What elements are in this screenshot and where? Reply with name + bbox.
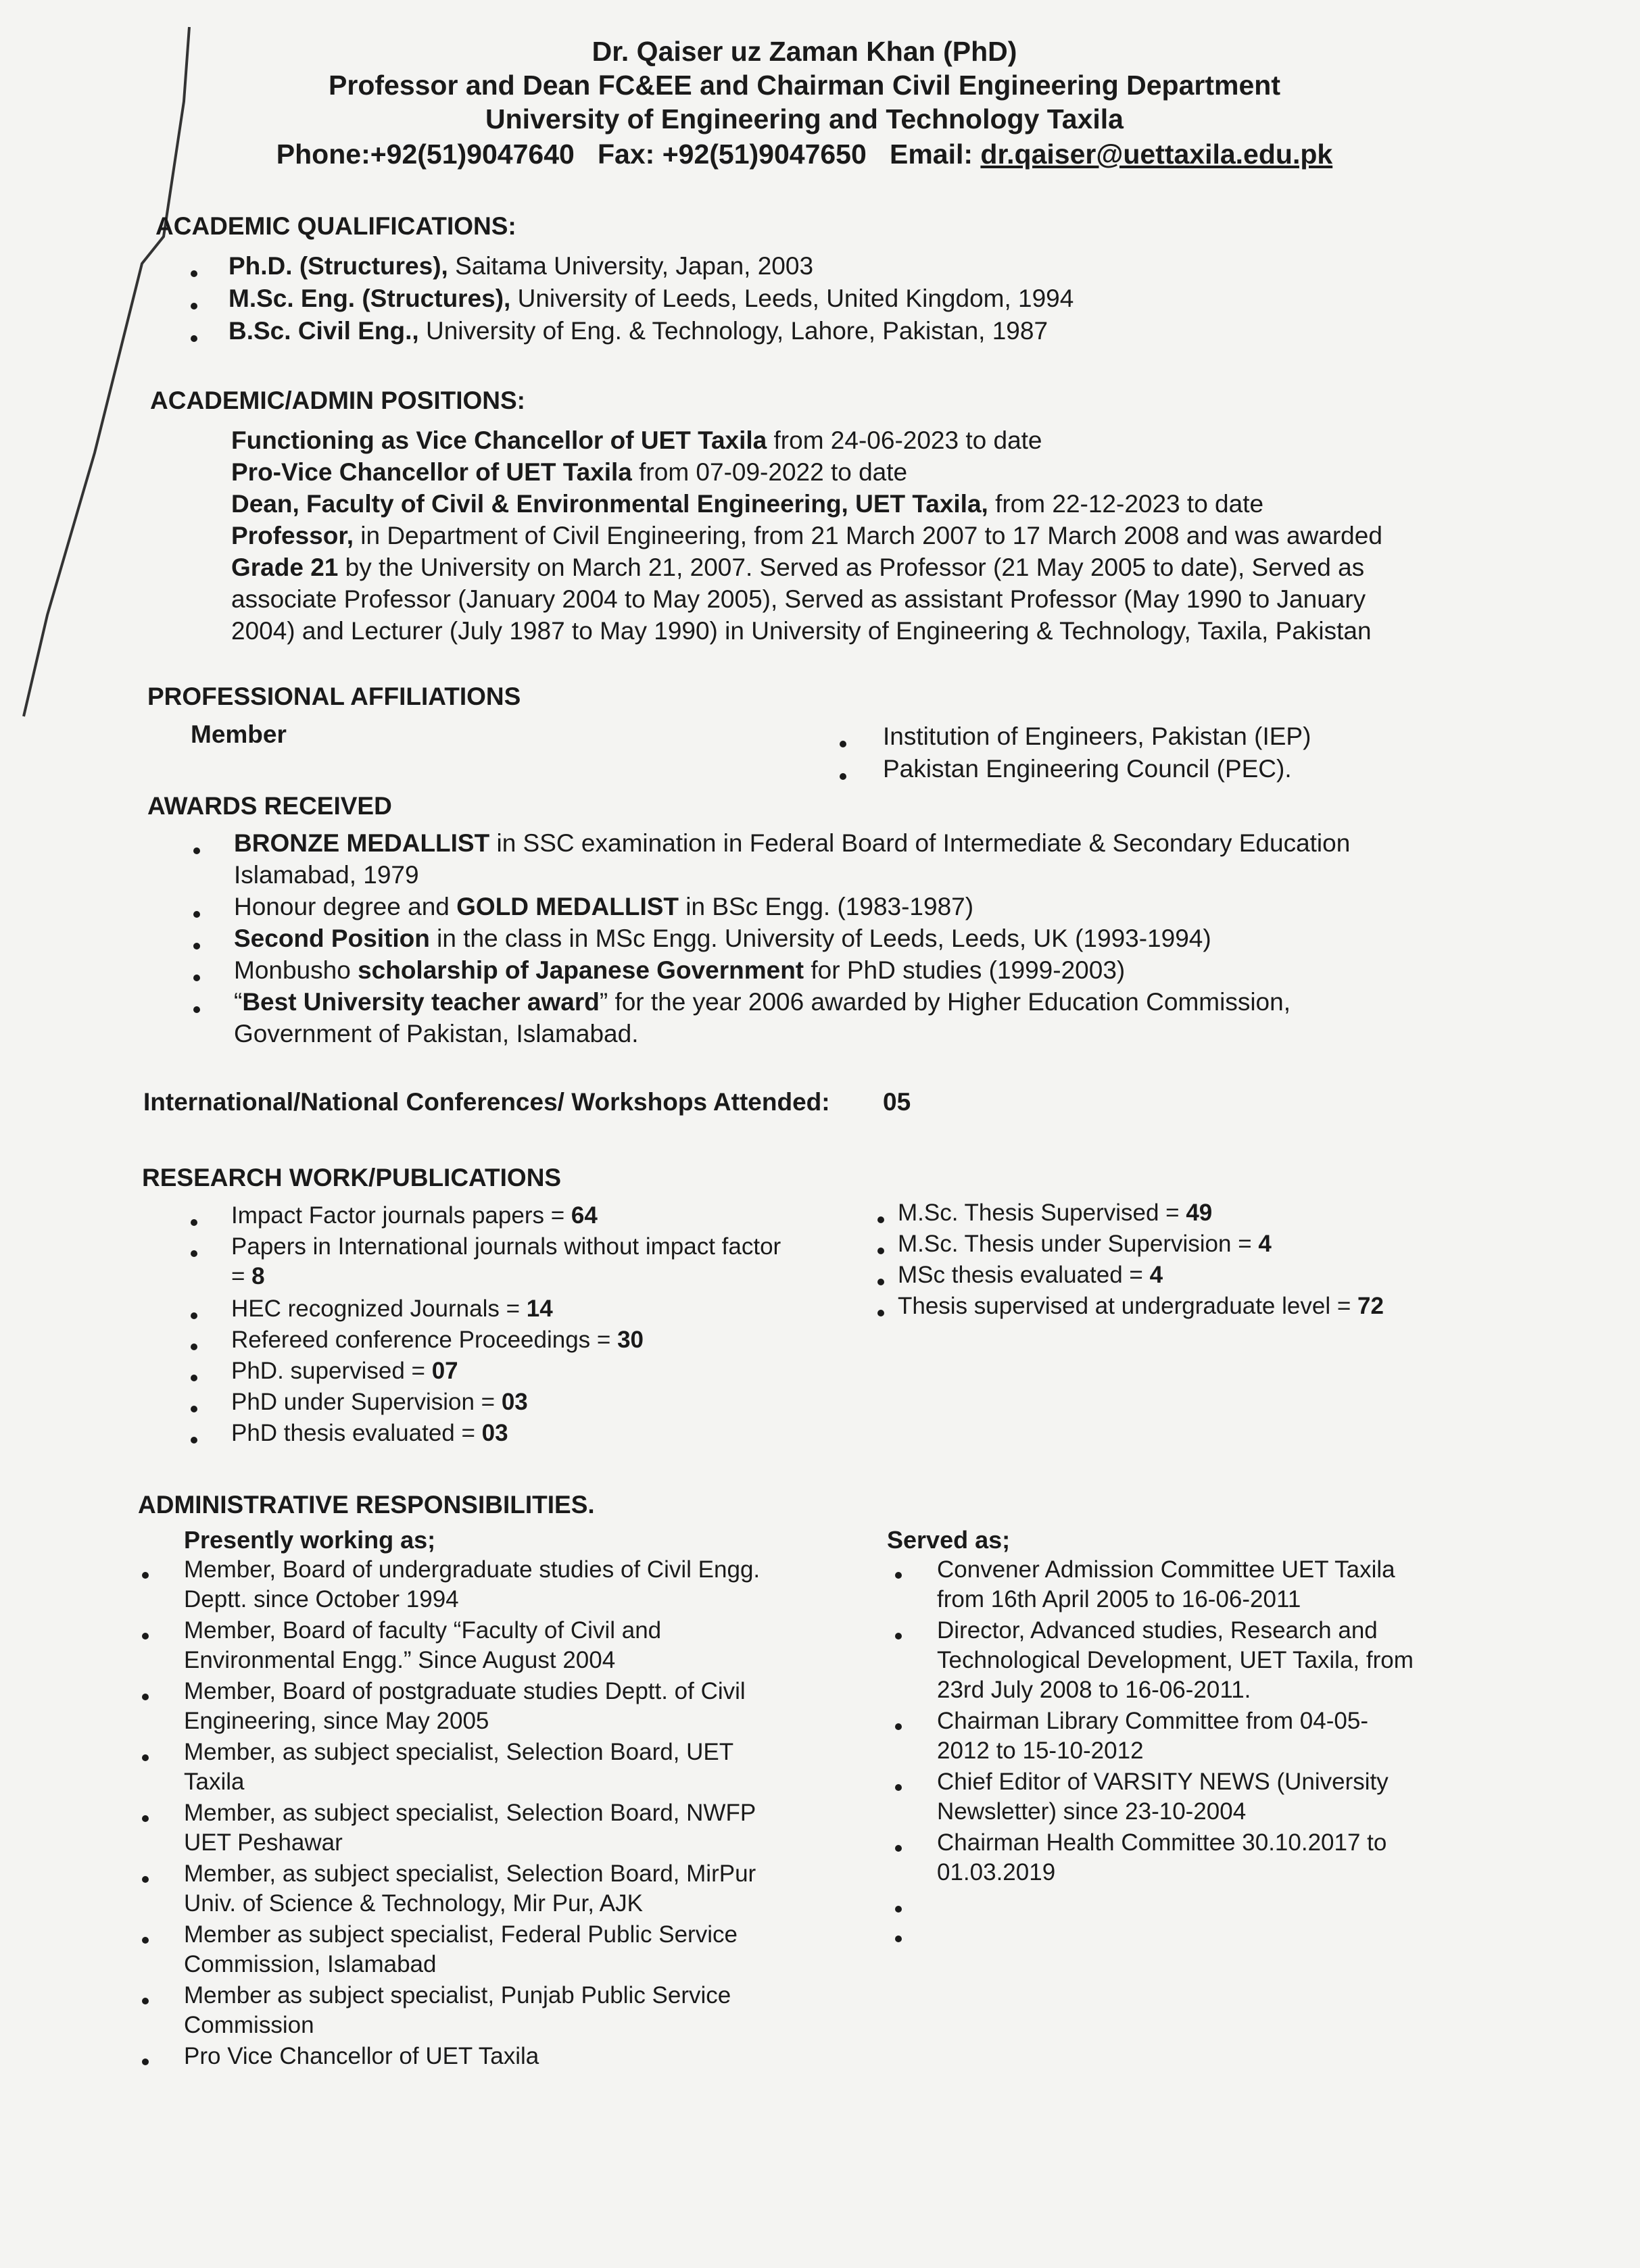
research-item: MSc thesis evaluated = 4 bbox=[898, 1262, 1163, 1288]
bullet bbox=[193, 847, 200, 854]
bullet bbox=[142, 1937, 149, 1944]
email-label: Email: bbox=[889, 139, 973, 170]
award-item-line2: Islamabad, 1979 bbox=[234, 861, 419, 889]
research-heading: RESEARCH WORK/PUBLICATIONS bbox=[142, 1164, 562, 1191]
admin-item-continued: Taxila bbox=[184, 1769, 245, 1795]
email-link[interactable]: dr.qaiser@uettaxila.edu.pk bbox=[980, 139, 1333, 170]
empty-bullet bbox=[895, 1936, 902, 1942]
cv-university: University of Engineering and Technology Taxila bbox=[485, 103, 1124, 134]
research-item: PhD under Supervision = 03 bbox=[231, 1389, 528, 1415]
bullet bbox=[895, 1784, 902, 1791]
bullet bbox=[191, 1437, 197, 1444]
bullet bbox=[142, 1694, 149, 1700]
bullet bbox=[895, 1633, 902, 1640]
empty-bullet bbox=[895, 1906, 902, 1913]
admin-item-continued: Environmental Engg.” Since August 2004 bbox=[184, 1647, 616, 1673]
award-item: Monbusho scholarship of Japanese Government for PhD studies (1999-2003) bbox=[234, 956, 1126, 984]
bullet bbox=[840, 773, 846, 780]
cv-title: Professor and Dean FC&EE and Chairman Civil Engineering Department bbox=[329, 70, 1280, 101]
admin-item: Member, Board of postgraduate studies Deptt. of Civil bbox=[184, 1678, 746, 1704]
research-item: M.Sc. Thesis Supervised = 49 bbox=[898, 1200, 1213, 1226]
bullet bbox=[191, 335, 197, 342]
affiliation-item: Institution of Engineers, Pakistan (IEP) bbox=[883, 722, 1311, 750]
research-item: Papers in International journals without impact factor bbox=[231, 1233, 781, 1260]
qualification-item: Ph.D. (Structures), Saitama University, Japan, 2003 bbox=[228, 252, 814, 280]
scan-margin-line bbox=[7, 20, 230, 723]
bullet bbox=[142, 1815, 149, 1822]
fax-label: Fax: bbox=[597, 139, 655, 170]
bullet bbox=[142, 1876, 149, 1883]
admin-item-continued: from 16th April 2005 to 16-06-2011 bbox=[937, 1586, 1301, 1612]
award-item: Second Position in the class in MSc Engg. University of Leeds, Leeds, UK (1993-1994) bbox=[234, 925, 1211, 952]
admin-item-continued: Deptt. since October 1994 bbox=[184, 1586, 459, 1612]
admin-item-continued: UET Peshawar bbox=[184, 1829, 343, 1856]
admin-item: Member, Board of faculty “Faculty of Civil and bbox=[184, 1617, 662, 1644]
served-heading: Served as; bbox=[887, 1526, 1011, 1554]
positions-heading: ACADEMIC/ADMIN POSITIONS: bbox=[150, 387, 525, 414]
position-professor-line2: Grade 21 by the University on March 21, 2007. Served as Professor (21 May 2005 to date), Served as bbox=[231, 553, 1365, 581]
qualification-item: M.Sc. Eng. (Structures), University of Leeds, Leeds, United Kingdom, 1994 bbox=[228, 285, 1074, 312]
cv-name: Dr. Qaiser uz Zaman Khan (PhD) bbox=[592, 36, 1017, 67]
bullet bbox=[191, 1312, 197, 1319]
award-item: “Best University teacher award” for the year 2006 awarded by Higher Education Commission, bbox=[234, 988, 1291, 1016]
admin-item-continued: Univ. of Science & Technology, Mir Pur, AJK bbox=[184, 1890, 643, 1917]
admin-item-continued: Commission, Islamabad bbox=[184, 1951, 437, 1977]
bullet bbox=[193, 1006, 200, 1013]
admin-item-continued: Technological Development, UET Taxila, from bbox=[937, 1647, 1414, 1673]
admin-item: Member, as subject specialist, Selection Board, MirPur bbox=[184, 1860, 756, 1887]
admin-item-continued: Engineering, since May 2005 bbox=[184, 1708, 489, 1734]
bullet bbox=[191, 1375, 197, 1381]
bullet bbox=[193, 943, 200, 950]
bullet bbox=[142, 1754, 149, 1761]
bullet bbox=[191, 1343, 197, 1350]
bullet bbox=[191, 1406, 197, 1412]
research-item: M.Sc. Thesis under Supervision = 4 bbox=[898, 1231, 1272, 1257]
position-professor-line4: 2004) and Lecturer (July 1987 to May 1990) in University of Engineering & Technology, Taxila, Pakistan bbox=[231, 617, 1372, 645]
admin-item: Chief Editor of VARSITY NEWS (University bbox=[937, 1769, 1389, 1795]
admin-item: Member as subject specialist, Punjab Public Service bbox=[184, 1982, 731, 2008]
research-item: HEC recognized Journals = 14 bbox=[231, 1296, 553, 1322]
bullet bbox=[877, 1279, 884, 1285]
bullet bbox=[191, 270, 197, 277]
admin-item: Director, Advanced studies, Research and bbox=[937, 1617, 1378, 1644]
conferences-label: International/National Conferences/ Workshops Attended: bbox=[143, 1088, 830, 1116]
bullet bbox=[877, 1310, 884, 1316]
bullet bbox=[895, 1723, 902, 1730]
admin-item: Member, as subject specialist, Selection Board, UET bbox=[184, 1739, 734, 1765]
research-item: Thesis supervised at undergraduate level = 72 bbox=[898, 1293, 1384, 1319]
fax-value: +92(51)9047650 bbox=[662, 139, 867, 170]
admin-heading: ADMINISTRATIVE RESPONSIBILITIES. bbox=[138, 1491, 595, 1519]
affiliation-label: Member bbox=[191, 720, 287, 748]
bullet bbox=[877, 1248, 884, 1254]
research-item: Impact Factor journals papers = 64 bbox=[231, 1202, 598, 1229]
position-vc: Functioning as Vice Chancellor of UET Taxila from 24-06-2023 to date bbox=[231, 426, 1042, 454]
cv-contact-line bbox=[243, 137, 1366, 172]
bullet bbox=[840, 741, 846, 747]
position-professor-line1: Professor, in Department of Civil Engineering, from 21 March 2007 to 17 March 2008 and was awarded bbox=[231, 522, 1382, 549]
bullet bbox=[895, 1845, 902, 1852]
conferences-value: 05 bbox=[883, 1088, 911, 1116]
admin-item-continued: Newsletter) since 23-10-2004 bbox=[937, 1798, 1247, 1825]
academic-qualifications-heading: ACADEMIC QUALIFICATIONS: bbox=[155, 212, 516, 240]
admin-item-continued: Commission bbox=[184, 2012, 314, 2038]
research-item-line2: = 8 bbox=[231, 1263, 265, 1289]
bullet bbox=[142, 2059, 149, 2065]
qualification-item: B.Sc. Civil Eng., University of Eng. & Technology, Lahore, Pakistan, 1987 bbox=[228, 317, 1048, 345]
admin-item-continued: 2012 to 15-10-2012 bbox=[937, 1737, 1144, 1764]
bullet bbox=[191, 303, 197, 310]
awards-heading: AWARDS RECEIVED bbox=[147, 792, 392, 820]
bullet bbox=[191, 1219, 197, 1226]
award-item: Honour degree and GOLD MEDALLIST in BSc Engg. (1983-1987) bbox=[234, 893, 974, 920]
admin-item: Convener Admission Committee UET Taxila bbox=[937, 1556, 1395, 1583]
bullet bbox=[191, 1250, 197, 1257]
present-heading: Presently working as; bbox=[184, 1526, 436, 1554]
admin-item: Pro Vice Chancellor of UET Taxila bbox=[184, 2043, 539, 2069]
admin-item: Member as subject specialist, Federal Public Service bbox=[184, 1921, 738, 1948]
admin-item-continued: 23rd July 2008 to 16-06-2011. bbox=[937, 1677, 1251, 1703]
phone-label: Phone: bbox=[276, 139, 370, 170]
admin-item: Chairman Library Committee from 04-05- bbox=[937, 1708, 1368, 1734]
research-item: PhD thesis evaluated = 03 bbox=[231, 1420, 508, 1446]
award-item-line2: Government of Pakistan, Islamabad. bbox=[234, 1020, 639, 1047]
bullet bbox=[142, 1572, 149, 1579]
affiliations-heading: PROFESSIONAL AFFILIATIONS bbox=[147, 683, 521, 710]
admin-item: Member, as subject specialist, Selection Board, NWFP bbox=[184, 1800, 756, 1826]
admin-item: Chairman Health Committee 30.10.2017 to bbox=[937, 1829, 1387, 1856]
admin-item: Member, Board of undergraduate studies of Civil Engg. bbox=[184, 1556, 761, 1583]
bullet bbox=[895, 1572, 902, 1579]
bullet bbox=[193, 975, 200, 981]
admin-item-continued: 01.03.2019 bbox=[937, 1859, 1056, 1885]
bullet bbox=[877, 1216, 884, 1223]
award-item: BRONZE MEDALLIST in SSC examination in Federal Board of Intermediate & Secondary Education bbox=[234, 829, 1351, 857]
bullet bbox=[193, 911, 200, 918]
research-item: Refereed conference Proceedings = 30 bbox=[231, 1327, 644, 1353]
bullet bbox=[142, 1998, 149, 2004]
position-professor-line3: associate Professor (January 2004 to May 2005), Served as assistant Professor (May 1990 to January bbox=[231, 585, 1366, 613]
phone-value: +92(51)9047640 bbox=[370, 139, 575, 170]
position-dean: Dean, Faculty of Civil & Environmental Engineering, UET Taxila, from 22-12-2023 to date bbox=[231, 490, 1264, 518]
research-item: PhD. supervised = 07 bbox=[231, 1358, 458, 1384]
bullet bbox=[142, 1633, 149, 1640]
position-pro-vc: Pro-Vice Chancellor of UET Taxila from 07-09-2022 to date bbox=[231, 458, 908, 486]
affiliation-item: Pakistan Engineering Council (PEC). bbox=[883, 755, 1292, 783]
